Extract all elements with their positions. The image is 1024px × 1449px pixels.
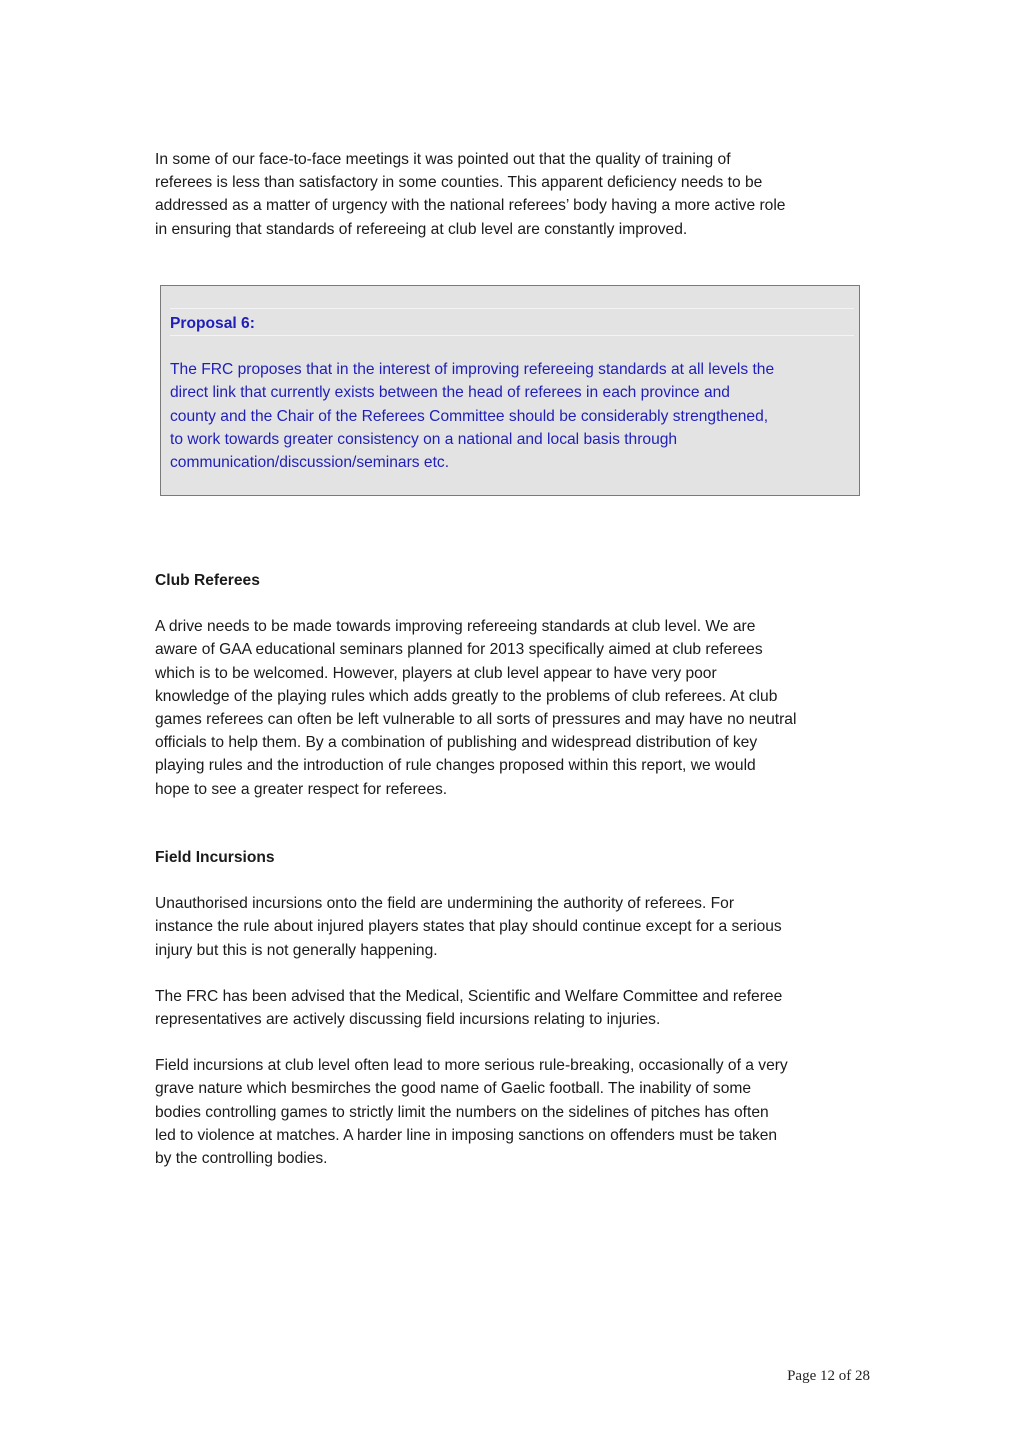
section-heading: Club Referees <box>155 572 260 589</box>
body-line: aware of GAA educational seminars planned for 2013 specifically aimed at club referees <box>155 641 763 659</box>
intro-line: In some of our face-to-face meetings it was pointed out that the quality of training of <box>155 151 731 168</box>
club-referees-paragraph <box>155 615 871 801</box>
proposal-line: to work towards greater consistency on a national and local basis through <box>170 430 678 448</box>
intro-line: addressed as a matter of urgency with the national referees’ body having a more active role <box>155 197 786 215</box>
field-incursions-paragraph-2 <box>155 985 871 1031</box>
proposal-line: county and the Chair of the Referees Committee should be considerably strengthened, <box>170 407 769 425</box>
proposal-content <box>170 308 854 474</box>
table-rule <box>170 335 854 336</box>
field-incursions-section <box>155 846 871 1170</box>
body-line: officials to help them. By a combination of publishing and widespread distribution of key <box>155 734 758 752</box>
body-line: which is to be welcomed. However, players at club level appear to have very poor <box>155 664 717 682</box>
body-line: representatives are actively discussing field incursions relating to injuries. <box>155 1011 661 1029</box>
proposal-line: direct link that currently exists between the head of referees in each province and <box>170 384 730 402</box>
field-incursions-paragraph-1 <box>155 892 871 962</box>
intro-line: in ensuring that standards of refereeing at club level are constantly improved. <box>155 220 688 238</box>
body-line: by the controlling bodies. <box>155 1150 328 1168</box>
proposal-box <box>160 285 860 496</box>
field-incursions-paragraph-3 <box>155 1054 871 1170</box>
section-heading: Field Incursions <box>155 849 275 866</box>
body-line: games referees can often be left vulnerable to all sorts of pressures and may have no neutral <box>155 711 797 729</box>
body-line: knowledge of the playing rules which adds greatly to the problems of club referees. At club <box>155 687 778 705</box>
body-line: Unauthorised incursions onto the field are undermining the authority of referees. For <box>155 895 735 913</box>
intro-paragraph <box>155 148 871 241</box>
proposal-line: The FRC proposes that in the interest of improving refereeing standards at all levels the <box>170 361 775 379</box>
intro-line: referees is less than satisfactory in some counties. This apparent deficiency needs to be <box>155 174 763 192</box>
body-line: bodies controlling games to strictly limit the numbers on the sidelines of pitches has often <box>155 1103 769 1121</box>
body-line: The FRC has been advised that the Medical, Scientific and Welfare Committee and referee <box>155 987 783 1005</box>
body-line: hope to see a greater respect for referees. <box>155 780 448 798</box>
body-line: A drive needs to be made towards improving refereeing standards at club level. We are <box>155 618 756 636</box>
intro-section <box>155 148 871 241</box>
table-rule <box>170 308 854 309</box>
body-line: led to violence at matches. A harder line in imposing sanctions on offenders must be taken <box>155 1126 778 1144</box>
body-line: injury but this is not generally happening. <box>155 941 438 959</box>
body-line: instance the rule about injured players states that play should continue except for a serious <box>155 918 782 936</box>
proposal-title: Proposal 6: <box>170 315 255 332</box>
proposal-text <box>170 358 854 474</box>
body-line: playing rules and the introduction of rule changes proposed within this report, we would <box>155 757 756 775</box>
page-number: Page 12 of 28 <box>787 1368 870 1384</box>
body-line: Field incursions at club level often lead to more serious rule-breaking, occasionally of a very <box>155 1057 788 1075</box>
club-referees-section <box>155 569 871 801</box>
proposal-line: communication/discussion/seminars etc. <box>170 454 450 472</box>
body-line: grave nature which besmirches the good name of Gaelic football. The inability of some <box>155 1080 752 1098</box>
